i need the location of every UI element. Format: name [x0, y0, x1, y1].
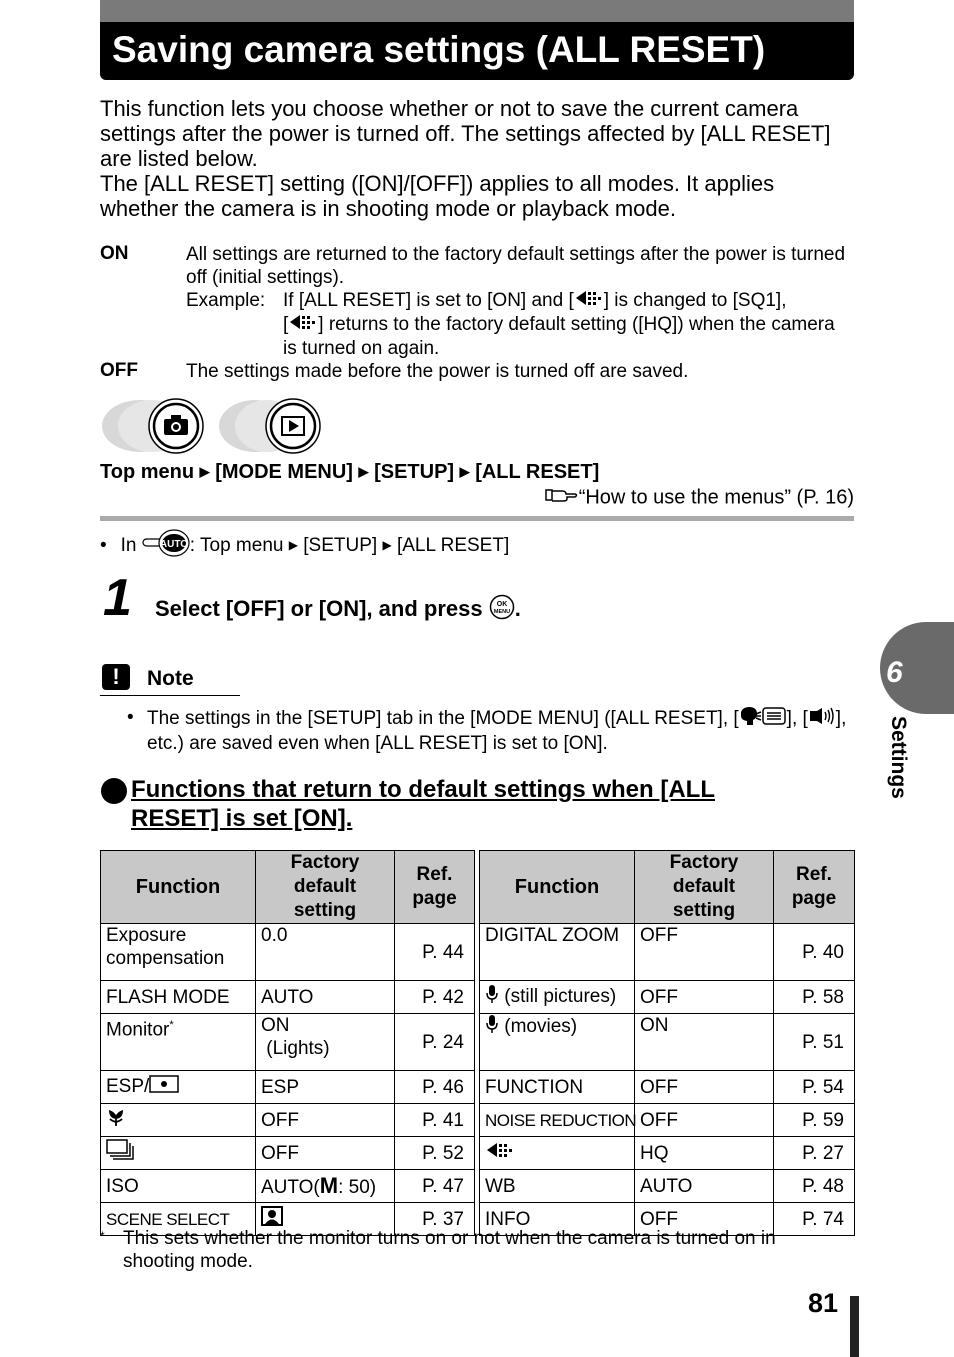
table-row: [101, 1104, 475, 1137]
cell-function: WB: [480, 1170, 635, 1203]
intro-paragraph-1: This function lets you choose whether or not to save the current camera settings after the power is turned off. The settings affected by [ALL RESET] are listed below.: [100, 96, 831, 171]
cell-default: OFF: [256, 1137, 395, 1170]
menu-path-all-reset: [ALL RESET]: [475, 461, 600, 483]
cell-page: P. 54: [774, 1071, 855, 1104]
cell-default: AUTO: [635, 1170, 774, 1203]
note-exclamation-icon: !: [102, 664, 130, 690]
auto-note-setup: [SETUP]: [303, 535, 378, 557]
cell-function: (movies): [480, 1014, 635, 1071]
auto-icon-text: AUTO: [159, 539, 188, 550]
reference-hand-icon: [545, 486, 579, 510]
cell-default: OFF: [635, 1071, 774, 1104]
cell-default: HQ: [635, 1137, 774, 1170]
cell-page: P. 42: [395, 981, 475, 1014]
settings-table-left: [100, 850, 475, 1236]
note-text-b: ], [: [786, 708, 808, 730]
settings-table-right: [479, 850, 855, 1236]
cell-default: OFF: [635, 981, 774, 1014]
cell-page: P. 41: [395, 1104, 475, 1137]
microphone-icon: [485, 984, 499, 1010]
cell-page: P. 47: [395, 1170, 475, 1203]
arrow-right-icon: ▶: [288, 538, 298, 553]
header-function: Function: [101, 851, 256, 924]
auto-mode-note: • In AUTO : Top menu ▶ [SETUP] ▶ [ALL RESET]: [100, 529, 509, 563]
macro-icon: [106, 1107, 126, 1133]
auto-note-in: In: [120, 535, 137, 557]
menu-path-setup: [SETUP]: [374, 461, 455, 483]
note-underline: [100, 695, 240, 696]
cell-default: ON: [635, 1014, 774, 1071]
footnote-text: This sets whether the monitor turns on or not when the camera is turned on in shooting mode.: [123, 1228, 776, 1272]
auto-note-all-reset: [ALL RESET]: [396, 535, 510, 557]
cell-function: INFO: [480, 1203, 635, 1236]
arrow-right-icon: ▶: [199, 464, 210, 479]
cell-default: OFF: [635, 924, 774, 981]
cell-function: ESP/: [101, 1071, 256, 1104]
table-row: [101, 981, 475, 1014]
camera-mode-icon: [102, 399, 203, 453]
reference-text: “How to use the menus” (P. 16): [578, 486, 854, 509]
ok-menu-button-icon: [489, 594, 515, 626]
cell-default: OFF: [635, 1104, 774, 1137]
cell-default: OFF: [635, 1203, 774, 1236]
image-quality-icon: [574, 289, 604, 313]
divider: [100, 516, 854, 521]
note-text-a: The settings in the [SETUP] tab in the [MODE MENU] ([ALL RESET], [: [147, 708, 739, 730]
step-text: Select [OFF] or [ON], and press OK MENU .: [155, 594, 521, 626]
table-row: [480, 1137, 855, 1170]
arrow-right-icon: ▶: [382, 538, 392, 553]
header-factory-default: Factory default setting: [635, 851, 774, 924]
arrow-right-icon: ▶: [459, 464, 470, 479]
cell-function: [101, 1137, 256, 1170]
menu-path: [100, 461, 599, 484]
title-bar: [100, 22, 854, 80]
step-number: 1: [103, 569, 132, 627]
table-row: [480, 1071, 855, 1104]
example-text-c-open: [: [283, 314, 289, 336]
cell-default: OFF: [256, 1104, 395, 1137]
beep-icon: [808, 707, 836, 731]
on-term: ON: [100, 243, 129, 264]
cell-page: P. 27: [774, 1137, 855, 1170]
step-instruction: Select [OFF] or [ON], and press: [155, 595, 483, 621]
arrow-right-icon: ▶: [358, 464, 369, 479]
header-function: Function: [480, 851, 635, 924]
section-title-line-1: Functions that return to default settings when [ALL: [131, 776, 715, 803]
table-row: [101, 1137, 475, 1170]
off-description: The settings made before the power is turned off are saved.: [186, 361, 689, 382]
cell-function: [480, 1137, 635, 1170]
cell-page: P. 40: [774, 924, 855, 981]
cell-default: ON (Lights): [256, 1014, 395, 1071]
table-row: [480, 1170, 855, 1203]
table-row: [101, 1170, 475, 1203]
cell-function: Monitor*: [101, 1014, 256, 1071]
footnote-mark: *: [100, 1229, 105, 1243]
reference-link: [545, 486, 854, 510]
cell-page: P. 52: [395, 1137, 475, 1170]
auto-note-top-menu: : Top menu: [189, 535, 284, 557]
menu-path-top: Top menu: [100, 461, 195, 483]
cell-page: P. 24: [395, 1014, 475, 1071]
mode-icons: [100, 398, 340, 454]
cell-default: AUTO: [256, 981, 395, 1014]
cell-page: P. 59: [774, 1104, 855, 1137]
footnote: [100, 1227, 850, 1273]
cell-page: P. 51: [774, 1014, 855, 1071]
svg-text:MENU: MENU: [493, 609, 510, 615]
header-factory-default: Factory default setting: [256, 851, 395, 924]
cell-function: [101, 1104, 256, 1137]
cell-function: (still pictures): [480, 981, 635, 1014]
section-title-line-2: RESET] is set [ON].: [131, 805, 353, 832]
cell-function: SCENE SELECT: [101, 1203, 256, 1236]
header-ref-page: Ref. page: [395, 851, 475, 924]
table-row: [101, 1071, 475, 1104]
table-row: [101, 1014, 475, 1071]
intro-paragraph-2: The [ALL RESET] setting ([ON]/[OFF]) applies to all modes. It applies whether the camera is in shooting mode or playback mode.: [100, 171, 775, 221]
note-label: Note: [147, 667, 194, 690]
cell-function: Exposure compensation: [101, 924, 256, 981]
cell-default: 0.0: [256, 924, 395, 981]
table-row: [480, 1104, 855, 1137]
cell-page: P. 58: [774, 981, 855, 1014]
example-text: [283, 289, 853, 360]
cell-default: ESP: [256, 1071, 395, 1104]
example-text-c: ] returns to the factory default setting ([HQ]) when the camera is turned on again.: [283, 314, 835, 359]
off-term: OFF: [100, 360, 138, 381]
cell-function: FUNCTION: [480, 1071, 635, 1104]
table-row: [480, 981, 855, 1014]
note-text: • The settings in the [SETUP] tab in the [MODE MENU] ([ALL RESET], [ ], [ ], etc.) are saved even when [ALL RESET] is set to [ON].: [127, 707, 847, 754]
cell-default: AUTO(M: 50): [256, 1170, 395, 1203]
sound-settings-icon: [739, 706, 787, 732]
section-bullet-icon: [101, 778, 127, 804]
chapter-number: 6: [886, 656, 903, 689]
example-text-b: ] is changed to [SQ1],: [603, 290, 787, 312]
cell-page: P. 37: [395, 1203, 475, 1236]
example-text-a: If [ALL RESET] is set to [ON] and [: [283, 290, 574, 312]
table-row: [480, 924, 855, 981]
microphone-icon: [485, 1014, 499, 1040]
page-number: 81: [808, 1288, 839, 1318]
playback-mode-icon: [219, 399, 320, 453]
section-title: [131, 775, 781, 833]
page-title: Saving camera settings (ALL RESET): [112, 29, 766, 70]
image-quality-icon: [288, 313, 318, 337]
page-edge-bar: [850, 1296, 859, 1357]
on-description: All settings are returned to the factory default settings after the power is turned off (initial settings).: [186, 244, 846, 288]
cell-function: DIGITAL ZOOM: [480, 924, 635, 981]
note-text-c: ], etc.) are saved even when [ALL RESET] is set to [ON].: [147, 708, 847, 754]
table-row: [101, 924, 475, 981]
title-top-bar: [100, 0, 854, 22]
cell-page: P. 44: [395, 924, 475, 981]
spot-metering-icon: [149, 1075, 179, 1099]
example-label: Example:: [186, 290, 266, 311]
chapter-label: Settings: [887, 716, 910, 799]
cell-function: NOISE REDUCTION: [480, 1104, 635, 1137]
header-ref-page: Ref. page: [774, 851, 855, 924]
intro-text: [100, 96, 850, 221]
sequential-shooting-icon: [106, 1139, 136, 1167]
table-row: [480, 1014, 855, 1071]
auto-mode-dial-icon: [142, 529, 190, 563]
cell-page: P. 48: [774, 1170, 855, 1203]
cell-page: P. 74: [774, 1203, 855, 1236]
image-quality-icon: [485, 1141, 515, 1165]
cell-function: ISO: [101, 1170, 256, 1203]
cell-page: P. 46: [395, 1071, 475, 1104]
menu-path-mode-menu: [MODE MENU]: [215, 461, 353, 483]
cell-function: FLASH MODE: [101, 981, 256, 1014]
svg-text:OK: OK: [496, 601, 507, 608]
